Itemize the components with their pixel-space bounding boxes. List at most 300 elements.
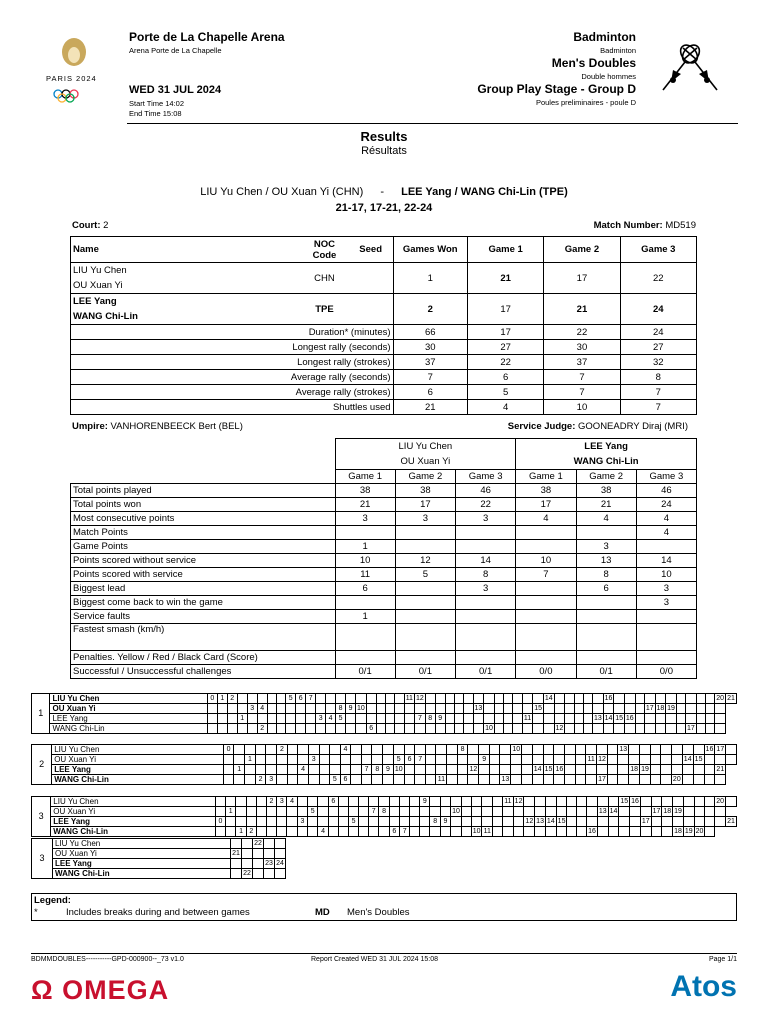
stat-value: 14 bbox=[456, 554, 516, 568]
omega-logo bbox=[31, 975, 169, 1006]
score-cell bbox=[618, 775, 629, 785]
stat-value bbox=[456, 526, 516, 540]
stat-label: Biggest lead bbox=[71, 582, 336, 596]
stat-value: 11 bbox=[335, 568, 395, 582]
score-cell bbox=[445, 724, 454, 734]
score-cell bbox=[565, 765, 575, 775]
score-cell bbox=[356, 714, 367, 724]
score-cell bbox=[298, 745, 309, 755]
noc-code: CHN bbox=[300, 263, 349, 294]
score-cell bbox=[715, 755, 726, 765]
score-cell bbox=[635, 704, 644, 714]
score-cell bbox=[583, 694, 592, 704]
score-cell bbox=[705, 827, 715, 837]
score-cell: 13 bbox=[536, 818, 544, 825]
score-cell bbox=[346, 714, 356, 724]
score-cell: 20 bbox=[672, 776, 681, 783]
score-cell: 4 bbox=[318, 827, 328, 837]
score-cell: 2 bbox=[246, 827, 256, 837]
score-cell bbox=[359, 817, 369, 827]
score-cell bbox=[336, 724, 346, 734]
score-cell: 4 bbox=[287, 797, 297, 807]
stat-label: Successful / Unsuccessful challenges bbox=[71, 665, 336, 679]
games-won: 2 bbox=[393, 294, 467, 325]
score-cell bbox=[226, 827, 236, 837]
score-cell bbox=[389, 817, 399, 827]
score-cell bbox=[661, 775, 671, 785]
stat-value: 3 bbox=[576, 540, 636, 554]
score-cell bbox=[234, 745, 245, 755]
event: Men's Doubles bbox=[551, 56, 636, 70]
score-cell bbox=[308, 775, 319, 785]
score-cell bbox=[650, 745, 660, 755]
stat-value: 12 bbox=[395, 554, 455, 568]
game-score: 17 bbox=[467, 294, 543, 325]
score-cell bbox=[326, 694, 336, 704]
score-cell bbox=[607, 765, 617, 775]
score-cell bbox=[464, 694, 473, 704]
score-cell bbox=[693, 775, 704, 785]
score-cell bbox=[319, 745, 329, 755]
score-cell bbox=[389, 807, 399, 817]
vs-separator: - bbox=[380, 186, 385, 198]
stat-label: Total points won bbox=[71, 498, 336, 512]
score-cell: 19 bbox=[684, 828, 693, 835]
score-cell bbox=[217, 724, 227, 734]
score-cell bbox=[255, 765, 266, 775]
score-cell: 10 bbox=[485, 725, 493, 732]
score-cell bbox=[306, 714, 316, 724]
col-seed: Seed bbox=[349, 237, 393, 263]
stat-value: 7 bbox=[516, 568, 576, 582]
score-cell bbox=[625, 724, 636, 734]
score-cell bbox=[286, 704, 296, 714]
game-header: Game 2 bbox=[576, 470, 636, 484]
stat-value: 10 bbox=[636, 568, 696, 582]
score-cell: 17 bbox=[641, 818, 650, 825]
game-header: Game 1 bbox=[335, 470, 395, 484]
score-cell bbox=[614, 724, 625, 734]
player-name: LIU Yu Chen bbox=[73, 265, 127, 276]
score-cell: 11 bbox=[437, 776, 446, 783]
score-cell: 11 bbox=[504, 798, 512, 805]
score-cell bbox=[351, 755, 361, 765]
score-cell bbox=[267, 724, 276, 734]
score-cell bbox=[430, 807, 440, 817]
score-cell bbox=[490, 745, 500, 755]
score-cell bbox=[706, 694, 715, 704]
score-cell bbox=[468, 745, 479, 755]
score-cell bbox=[666, 714, 677, 724]
score-cell bbox=[369, 797, 379, 807]
stat-value: 4 bbox=[516, 512, 576, 526]
score-cell bbox=[237, 724, 247, 734]
game-score: 21 bbox=[544, 294, 620, 325]
paris-2024-logo bbox=[34, 28, 114, 108]
stat-row bbox=[71, 498, 697, 512]
game-header: Game 1 bbox=[516, 470, 576, 484]
score-cell bbox=[577, 807, 587, 817]
legend-code-text: Men's Doubles bbox=[347, 907, 410, 918]
score-cell bbox=[451, 827, 462, 837]
score-cell bbox=[445, 714, 454, 724]
score-cell: 24 bbox=[276, 860, 284, 867]
score-cell: 13 bbox=[474, 705, 483, 712]
score-cell bbox=[410, 807, 420, 817]
score-cell bbox=[435, 724, 445, 734]
score-cell bbox=[339, 817, 349, 827]
score-cell bbox=[479, 765, 490, 775]
score-cell: 12 bbox=[598, 756, 606, 763]
score-cell bbox=[513, 714, 522, 724]
score-cell bbox=[379, 817, 389, 827]
grid-player-name: WANG Chi-Lin bbox=[50, 724, 207, 734]
score-cell bbox=[640, 775, 651, 785]
score-cell bbox=[683, 817, 694, 827]
umpire-label: Umpire: bbox=[72, 421, 108, 432]
score-cell bbox=[420, 817, 430, 827]
score-cell: 16 bbox=[555, 766, 564, 773]
score-cell bbox=[504, 724, 513, 734]
event-fr: Double hommes bbox=[581, 72, 636, 81]
score-cell bbox=[676, 724, 685, 734]
score-cell bbox=[484, 704, 495, 714]
stat-value bbox=[516, 540, 576, 554]
score-cell bbox=[662, 827, 673, 837]
stat-row bbox=[71, 610, 697, 624]
umpire-value: VANHORENBEECK Bert (BEL) bbox=[110, 421, 243, 432]
game-number: 3 bbox=[32, 839, 53, 879]
score-cell: 4 bbox=[326, 714, 336, 724]
stat-label: Game Points bbox=[71, 540, 336, 554]
score-cell bbox=[425, 724, 435, 734]
score-cell: 0 bbox=[215, 817, 225, 827]
stat-value: 22 bbox=[544, 325, 620, 340]
score-cell bbox=[705, 817, 715, 827]
score-cell bbox=[395, 694, 404, 704]
stat-value: 7 bbox=[393, 370, 467, 385]
stat-value bbox=[516, 582, 576, 596]
grid-player-name: LIU Yu Chen bbox=[53, 839, 231, 849]
score-cell bbox=[693, 745, 704, 755]
score-cell bbox=[287, 765, 297, 775]
score-cell bbox=[277, 827, 287, 837]
score-cell bbox=[490, 775, 500, 785]
score-cell bbox=[715, 724, 726, 734]
game-header: Game 3 bbox=[456, 470, 516, 484]
score-cell bbox=[545, 797, 556, 807]
score-cell bbox=[395, 704, 404, 714]
score-cell bbox=[461, 827, 471, 837]
score-cell bbox=[522, 765, 532, 775]
score-cell bbox=[493, 817, 503, 827]
score-cell: 9 bbox=[346, 704, 356, 714]
score-cell bbox=[436, 745, 447, 755]
score-cell: 1 bbox=[245, 755, 256, 765]
score-cell bbox=[543, 775, 554, 785]
score-cell bbox=[389, 797, 399, 807]
report-created: Report Created WED 31 JUL 2024 15:08 bbox=[311, 956, 438, 963]
score-cell: 9 bbox=[440, 817, 450, 827]
stat-row bbox=[71, 370, 697, 385]
score-cell: 18 bbox=[674, 828, 682, 835]
statistics-table bbox=[70, 438, 697, 679]
stat-value: 8 bbox=[456, 568, 516, 582]
game-number: 1 bbox=[32, 694, 50, 734]
score-cell bbox=[522, 745, 532, 755]
score-cell: 17 bbox=[652, 808, 661, 815]
stage: Group Play Stage - Group D bbox=[477, 82, 636, 96]
score-cell bbox=[513, 827, 524, 837]
score-cell: 4 bbox=[298, 765, 309, 775]
score-cell bbox=[395, 714, 404, 724]
score-cell: 7 bbox=[369, 807, 379, 817]
score-cell bbox=[593, 724, 604, 734]
score-cell bbox=[484, 714, 495, 724]
score-cell bbox=[619, 817, 630, 827]
stat-value: 38 bbox=[395, 484, 455, 498]
score-cell bbox=[346, 694, 356, 704]
score-cell bbox=[619, 827, 630, 837]
stat-label: Average rally (strokes) bbox=[71, 385, 394, 400]
score-cell bbox=[287, 745, 297, 755]
score-cell bbox=[400, 817, 410, 827]
score-cell bbox=[554, 694, 565, 704]
score-cell: 16 bbox=[604, 695, 613, 702]
score-cell bbox=[694, 807, 705, 817]
score-cell bbox=[533, 714, 544, 724]
score-cell: 14 bbox=[533, 766, 542, 773]
stat-value: 17 bbox=[395, 498, 455, 512]
score-cell bbox=[246, 807, 256, 817]
score-cell: 21 bbox=[232, 850, 240, 857]
score-cell bbox=[348, 807, 358, 817]
score-cell bbox=[351, 745, 361, 755]
score-cell bbox=[567, 827, 577, 837]
stage-fr: Poules preliminaires - poule D bbox=[535, 98, 636, 107]
score-cell: 18 bbox=[630, 766, 639, 773]
score-cell: 18 bbox=[663, 808, 672, 815]
score-cell: 12 bbox=[514, 798, 523, 805]
score-cell: 13 bbox=[598, 808, 607, 815]
score-cell bbox=[286, 714, 296, 724]
score-cell bbox=[231, 839, 242, 849]
stat-row bbox=[71, 484, 697, 498]
score-cell bbox=[586, 765, 597, 775]
score-cell bbox=[400, 797, 410, 807]
stat-row bbox=[71, 624, 697, 651]
player-name: WANG Chi-Lin bbox=[73, 311, 138, 322]
score-cell: 0 bbox=[223, 745, 234, 755]
score-cell bbox=[532, 745, 543, 755]
stat-value bbox=[395, 651, 455, 665]
score-cell bbox=[445, 694, 454, 704]
score-cell bbox=[400, 807, 410, 817]
stat-label: Average rally (seconds) bbox=[71, 370, 394, 385]
score-cell bbox=[326, 704, 336, 714]
score-cell bbox=[276, 704, 285, 714]
score-cell: 8 bbox=[379, 807, 389, 817]
score-cell bbox=[376, 694, 385, 704]
score-cell: 11 bbox=[523, 715, 532, 722]
player-name: LEE Yang bbox=[73, 296, 117, 307]
score-cell bbox=[493, 807, 503, 817]
stat-value: 0/1 bbox=[395, 665, 455, 679]
sport: Badminton bbox=[573, 30, 636, 44]
score-cell bbox=[554, 714, 565, 724]
score-cell bbox=[277, 807, 287, 817]
score-cell bbox=[650, 775, 660, 785]
score-cell: 9 bbox=[383, 765, 394, 775]
score-cell bbox=[231, 869, 242, 879]
score-cell bbox=[597, 827, 608, 837]
score-cell bbox=[575, 775, 585, 785]
score-cell bbox=[640, 807, 651, 817]
score-cell bbox=[340, 755, 351, 765]
score-cell bbox=[404, 745, 415, 755]
grid-player-name: LIU Yu Chen bbox=[50, 694, 207, 704]
score-cell bbox=[395, 724, 404, 734]
omega-text: OMEGA bbox=[62, 975, 170, 1005]
score-cell: 23 bbox=[265, 860, 273, 867]
score-cell bbox=[207, 714, 217, 724]
score-cell bbox=[447, 755, 457, 765]
score-cell bbox=[359, 827, 369, 837]
score-cell bbox=[593, 704, 604, 714]
score-cell bbox=[369, 817, 379, 827]
page-title-fr: Résultats bbox=[361, 145, 407, 157]
score-cell bbox=[565, 755, 575, 765]
score-cell bbox=[319, 775, 329, 785]
stat-label: Match Points bbox=[71, 526, 336, 540]
score-cell bbox=[359, 797, 369, 807]
score-cell bbox=[629, 775, 640, 785]
stat-value: 3 bbox=[636, 582, 696, 596]
score-cell bbox=[490, 755, 500, 765]
score-cell bbox=[316, 704, 326, 714]
score-progression-grid bbox=[31, 693, 737, 734]
legend-box bbox=[31, 893, 737, 921]
score-cell bbox=[479, 775, 490, 785]
score-cell bbox=[608, 817, 619, 827]
score-cell bbox=[287, 817, 297, 827]
score-cell: 16 bbox=[631, 798, 639, 805]
score-cell bbox=[457, 755, 468, 765]
score-cell bbox=[683, 797, 694, 807]
score-cell bbox=[587, 807, 598, 817]
stat-value bbox=[456, 651, 516, 665]
stat-row bbox=[71, 355, 697, 370]
stat-value: 27 bbox=[467, 340, 543, 355]
score-cell bbox=[705, 807, 715, 817]
stat-value bbox=[335, 624, 395, 651]
score-cell bbox=[479, 745, 490, 755]
score-cell bbox=[217, 714, 227, 724]
score-cell bbox=[404, 724, 415, 734]
score-cell bbox=[522, 704, 533, 714]
score-cell bbox=[500, 765, 511, 775]
score-cell bbox=[726, 755, 737, 765]
score-cell bbox=[644, 714, 655, 724]
score-cell bbox=[608, 797, 619, 807]
stat-value bbox=[576, 610, 636, 624]
stat-row bbox=[71, 596, 697, 610]
score-cell bbox=[383, 775, 394, 785]
stat-label: Longest rally (strokes) bbox=[71, 355, 394, 370]
score-cell bbox=[461, 797, 471, 807]
stat-value: 38 bbox=[516, 484, 576, 498]
score-cell bbox=[457, 775, 468, 785]
score-cell bbox=[554, 745, 565, 755]
stat-row bbox=[71, 665, 697, 679]
score-cell bbox=[451, 797, 462, 807]
score-cell bbox=[426, 775, 436, 785]
score-cell bbox=[693, 765, 704, 775]
score-cell bbox=[264, 849, 275, 859]
score-cell bbox=[473, 724, 484, 734]
stat-row bbox=[71, 400, 697, 415]
score-cell: 6 bbox=[296, 694, 306, 704]
grid-player-name: LEE Yang bbox=[50, 714, 207, 724]
score-cell: 20 bbox=[695, 828, 704, 835]
team-a-label: LIU Yu Chen / OU Xuan Yi (CHN) bbox=[200, 186, 364, 198]
score-cell bbox=[328, 817, 338, 827]
score-cell: 7 bbox=[400, 827, 410, 837]
game-header: Game 3 bbox=[636, 470, 696, 484]
score-cell bbox=[473, 714, 484, 724]
score-cell bbox=[276, 694, 285, 704]
results-table bbox=[70, 236, 697, 415]
stat-value: 6 bbox=[467, 370, 543, 385]
score-cell bbox=[671, 745, 682, 755]
score-cell bbox=[372, 745, 383, 755]
score-cell: 12 bbox=[416, 695, 424, 702]
court-value: 2 bbox=[103, 220, 109, 231]
stat-value bbox=[395, 582, 455, 596]
score-cell bbox=[522, 724, 533, 734]
score-cell: 11 bbox=[587, 756, 595, 763]
score-cell bbox=[513, 694, 522, 704]
score-cell bbox=[625, 704, 636, 714]
score-cell bbox=[253, 849, 264, 859]
stat-row bbox=[71, 540, 697, 554]
score-cell bbox=[577, 797, 587, 807]
score-cell bbox=[655, 694, 666, 704]
score-cell: 14 bbox=[609, 808, 618, 815]
stat-value bbox=[576, 526, 636, 540]
end-time: End Time 15:08 bbox=[129, 109, 182, 118]
score-cell bbox=[275, 849, 286, 859]
score-cell: 10 bbox=[356, 705, 365, 712]
score-cell bbox=[513, 724, 522, 734]
score-cell bbox=[471, 817, 482, 827]
stat-value: 3 bbox=[395, 512, 455, 526]
score-cell bbox=[308, 765, 319, 775]
score-cell: 17 bbox=[716, 746, 725, 753]
score-cell bbox=[287, 755, 297, 765]
score-cell: 15 bbox=[615, 715, 624, 722]
score-cell bbox=[468, 775, 479, 785]
stat-row bbox=[71, 325, 697, 340]
score-cell bbox=[308, 745, 319, 755]
stat-value: 10 bbox=[516, 554, 576, 568]
final-score: 21-17, 17-21, 22-24 bbox=[335, 202, 433, 214]
score-cell bbox=[607, 745, 617, 755]
score-cell bbox=[385, 724, 394, 734]
score-cell bbox=[447, 775, 457, 785]
stat-value: 4 bbox=[467, 400, 543, 415]
score-cell bbox=[694, 817, 705, 827]
